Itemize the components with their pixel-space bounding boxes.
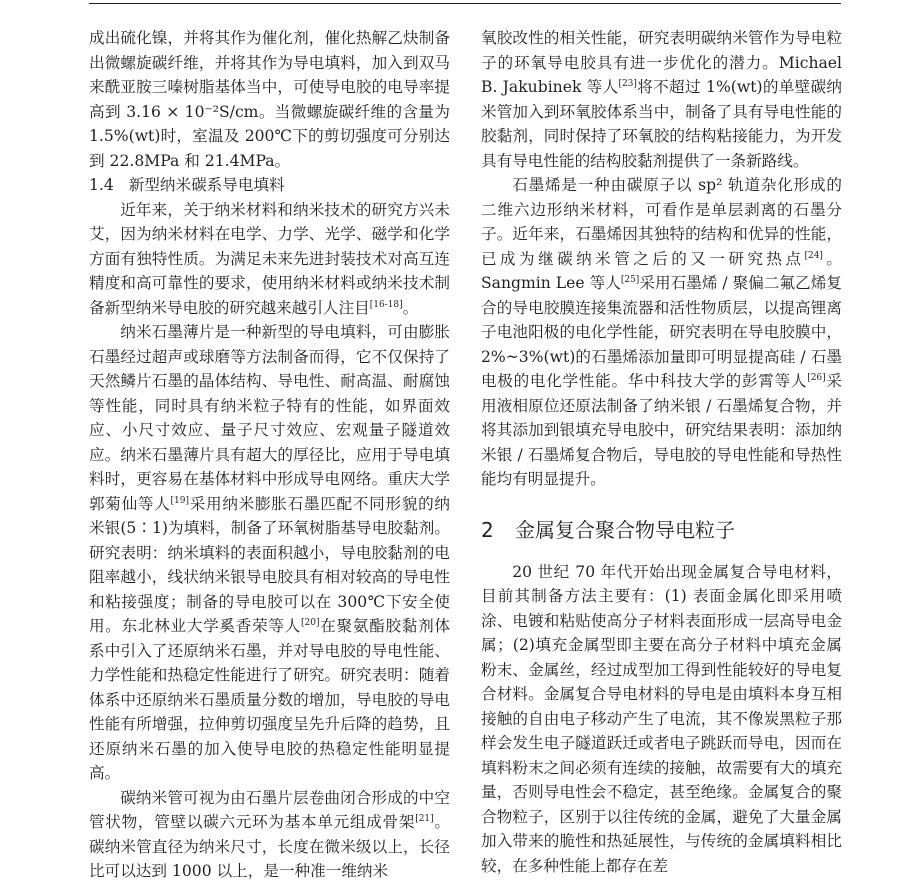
paragraph: 纳米石墨薄片是一种新型的导电填料，可由膨胀石墨经过超声或球磨等方法制备而得，它不仅保持了天然鳞片石墨的晶体结构、导电性、耐高温、耐腐蚀等性能，同时具有纳米粒子特有的性能，如界面效应、小尺寸效应、量子尺寸效应、宏观量子隧道效应。纳米石墨薄片具有超大的厚径比，应用于导电填料时，更容易在基体材料中形成导电网络。重庆大学郭菊仙等人[19]采用纳米膨胀石墨匹配不同形貌的纳米银(5∶1)为填料，制备了环氧树脂基导电胶黏剂。研究表明：纳米填料的表面积越小，导电胶黏剂的电阻率越小，线状纳米银导电胶具有相对较高的导电性和粘接强度；制备的导电胶可以在 300℃下安全使用。东北林业大学奚香荣等人[20]在聚氨酯胶黏剂体系中引入了还原纳米石墨，并对导电胶的导电性能、力学性能和热稳定性能进行了研究。研究表明：随着体系中还原纳米石墨质量分数的增加，导电胶的导电性能有所增强，拉伸剪切强度呈先升后降的趋势，且还原纳米石墨的加入使导电胶的热稳定性能明显提高。 [89,323,450,782]
section-heading-2 [481,518,842,542]
paragraph: 20 世纪 70 年代开始出现金属复合导电材料，目前其制备方法主要有：(1) 表面金属化即采用喷涂、电镀和粘贴使高分子材料表面形成一层高导电金属；(2)填充金属型即主要在高分子材料中填充金属粉末、金属丝，经过成型加工得到性能较好的导电复合材料。金属复合导电材料的导电是由填料本身互相接触的自由电子移动产生了电流，其不像炭黑粒子那样会发生电子隧道跃迁或者电子跳跃而导电，因而在填料粉末之间必须有连续的接触，故需要有大的填充量，否则导电性会不稳定，甚至绝缘。金属复合的聚合物粒子，区别于以往传统的金属，避免了大量金属加入带来的脆性和热延展性，与传统的金属填料相比较，在多种性能上都存在差 [481,562,842,875]
citation: [24] [804,250,823,261]
paragraph: 近年来，关于纳米材料和纳米技术的研究方兴未艾，因为纳米材料在电学、力学、光学、磁学和化学方面有独特性质。为满足未来先进封装技术对高互连精度和高可靠性的要求，使用纳米材料或纳米技术制备新型纳米导电胶的研究越来越引人注目[16-18]。 [89,200,450,317]
section-heading-1-4 [89,173,450,198]
paragraph: 氧胶改性的相关性能，研究表明碳纳米管作为导电粒子的环氧导电胶具有进一步优化的潜力。Michael B. Jakubinek 等人[23]将不超过 1%(wt)的单壁碳纳米管加入到环氧胶体系当中，制备了具有导电性能的胶黏剂，同时保持了环氧胶的结构粘接能力，为开发具有导电性能的结构胶黏剂提供了一条新路线。 [481,29,842,170]
citation: [19] [170,495,190,506]
left-column [89,26,450,884]
section-title: 金属复合聚合物导电粒子 [515,517,735,542]
citation: [16-18] [369,299,403,310]
header-rule [89,3,841,4]
citation: [25] [620,275,640,285]
section-title: 新型纳米碳系导电填料 [128,176,285,194]
citation: [26] [807,373,826,383]
citation: [23] [618,79,637,89]
paragraph: 碳纳米管可视为由石墨片层卷曲闭合形成的中空管状物，管壁以碳六元环为基本单元组成骨架[21]。碳纳米管直径为纳米尺寸，长度在微米级以上，长径比可以达到 1000 以上，是一种准一维纳米 [89,788,450,880]
citation: [21] [415,814,434,824]
section-number: 1.4 [89,176,114,194]
paragraph: 成出硫化镍，并将其作为催化剂，催化热解乙炔制备出微螺旋碳纤维，并将其作为导电填料，加入到双马来酰亚胺三嗪树脂基体当中，可使导电胶的电导率提高到 3.16 × 10⁻²S/cm。当微螺旋碳纤维的含量为 1.5%(wt)时，室温及 200℃下的剪切强度可分别达到 22.8MPa 和 21.4MPa。 [89,29,450,170]
citation: [20] [301,618,320,628]
paragraph: 石墨烯是一种由碳原子以 sp² 轨道杂化形成的二维六边形纳米材料，可看作是单层剥离的石墨分子。近年来，石墨烯因其独特的结构和优异的性能，已成为继碳纳米管之后的又一研究热点[24]。Sangmin Lee 等人[25]采用石墨烯 / 聚偏二氟乙烯复合的导电胶膜连接集流器和活性物质层，以提高锂离子电池阳极的电化学性能，研究表明在导电胶膜中，2%~3%(wt)的石墨烯添加量即可明显提高硅 / 石墨电极的电化学性能。华中科技大学的彭霄等人[26]采用液相原位还原法制备了纳米银 / 石墨烯复合物，并将其添加到银填充导电胶中，研究结果表明：添加纳米银 / 石墨烯复合物后，导电胶的导电性能和导热性能均有明显提升。 [481,176,842,488]
section-number: 2 [481,517,494,542]
right-column [481,26,842,878]
